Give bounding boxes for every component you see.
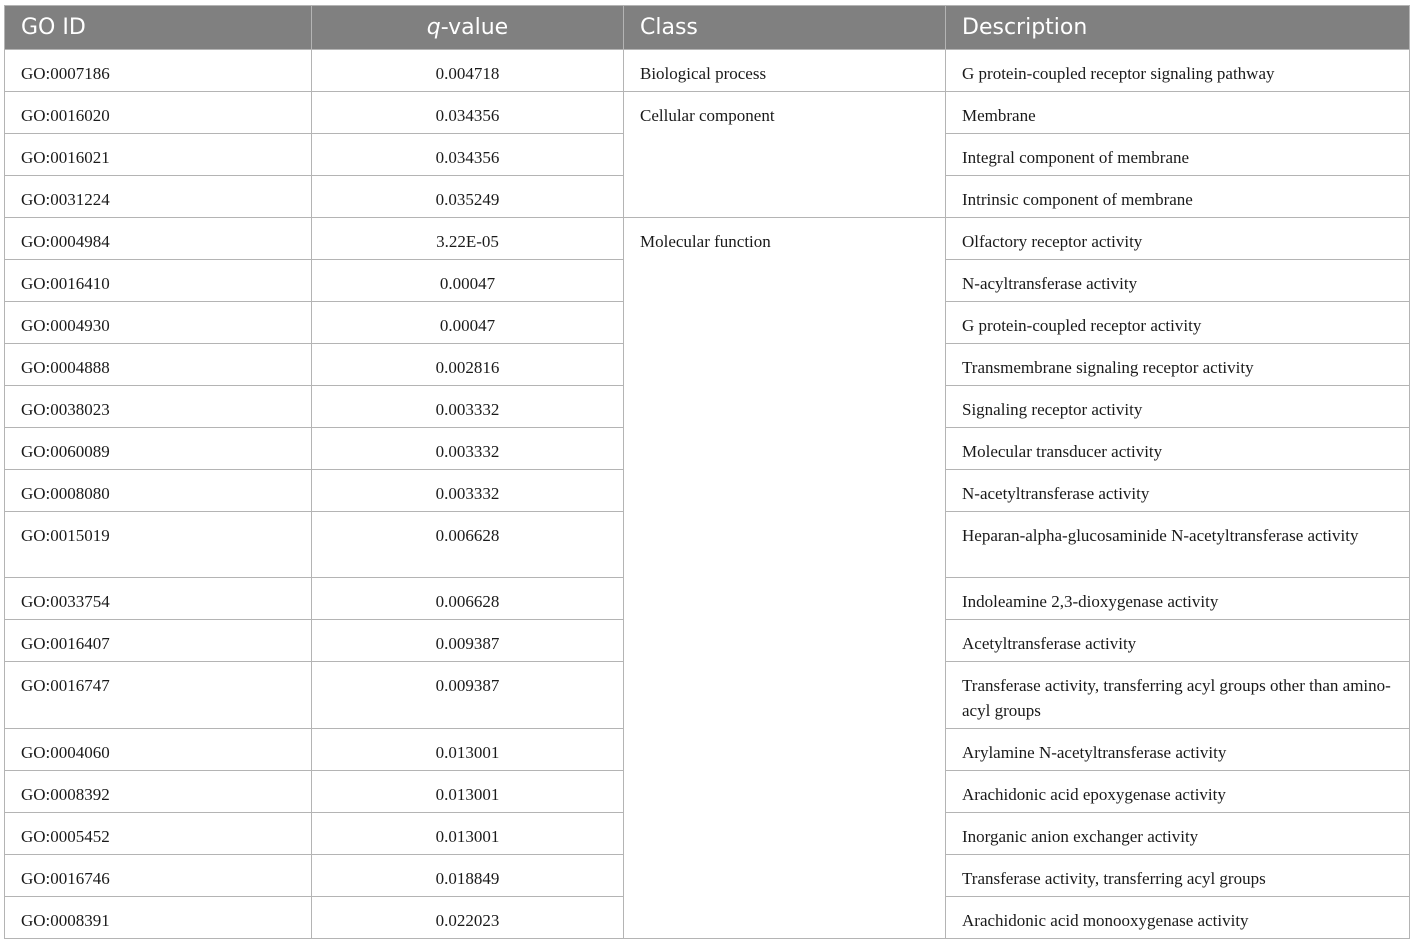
description-cell: Membrane — [946, 92, 1410, 134]
q-value-cell: 3.22E-05 — [312, 218, 624, 260]
go-id-cell: GO:0016021 — [5, 134, 312, 176]
table-row — [5, 50, 1410, 92]
description-cell: Arachidonic acid monooxygenase activity — [946, 897, 1410, 939]
go-id-cell: GO:0008391 — [5, 897, 312, 939]
q-value-cell: 0.00047 — [312, 302, 624, 344]
q-value-cell: 0.002816 — [312, 344, 624, 386]
go-id-cell: GO:0008080 — [5, 470, 312, 512]
description-cell: Acetyltransferase activity — [946, 620, 1410, 662]
q-value-cell: 0.006628 — [312, 512, 624, 578]
go-id-cell: GO:0016746 — [5, 855, 312, 897]
q-value-cell: 0.013001 — [312, 771, 624, 813]
description-cell: Signaling receptor activity — [946, 386, 1410, 428]
description-cell: Transmembrane signaling receptor activity — [946, 344, 1410, 386]
description-cell: Olfactory receptor activity — [946, 218, 1410, 260]
go-id-cell: GO:0033754 — [5, 578, 312, 620]
go-id-cell: GO:0005452 — [5, 813, 312, 855]
description-cell: Integral component of membrane — [946, 134, 1410, 176]
go-id-cell: GO:0038023 — [5, 386, 312, 428]
go-id-cell: GO:0004888 — [5, 344, 312, 386]
go-id-cell: GO:0008392 — [5, 771, 312, 813]
description-cell: N-acyltransferase activity — [946, 260, 1410, 302]
description-cell: Arachidonic acid epoxygenase activity — [946, 771, 1410, 813]
q-value-cell: 0.013001 — [312, 813, 624, 855]
q-value-cell: 0.003332 — [312, 386, 624, 428]
header-q-italic: q — [426, 15, 441, 40]
q-value-cell: 0.035249 — [312, 176, 624, 218]
header-class: Class — [624, 6, 946, 50]
description-cell: Intrinsic component of membrane — [946, 176, 1410, 218]
class-cell-molecular-function: Molecular function — [624, 218, 946, 939]
q-value-cell: 0.013001 — [312, 729, 624, 771]
q-value-cell: 0.009387 — [312, 662, 624, 729]
go-id-cell: GO:0015019 — [5, 512, 312, 578]
description-cell: N-acetyltransferase activity — [946, 470, 1410, 512]
q-value-cell: 0.034356 — [312, 92, 624, 134]
q-value-cell: 0.003332 — [312, 470, 624, 512]
go-id-cell: GO:0004930 — [5, 302, 312, 344]
q-value-cell: 0.00047 — [312, 260, 624, 302]
go-id-cell: GO:0007186 — [5, 50, 312, 92]
description-cell: Transferase activity, transferring acyl groups — [946, 855, 1410, 897]
description-cell: Heparan-alpha-glucosaminide N-acetyltransferase activity — [946, 512, 1410, 578]
go-id-cell: GO:0004984 — [5, 218, 312, 260]
go-id-cell: GO:0031224 — [5, 176, 312, 218]
go-id-cell: GO:0060089 — [5, 428, 312, 470]
description-cell: Molecular transducer activity — [946, 428, 1410, 470]
header-go-id: GO ID — [5, 6, 312, 50]
go-id-cell: GO:0016747 — [5, 662, 312, 729]
description-cell: Arylamine N-acetyltransferase activity — [946, 729, 1410, 771]
header-q-suffix: -value — [440, 15, 509, 40]
q-value-cell: 0.034356 — [312, 134, 624, 176]
header-q-value — [312, 6, 624, 50]
go-id-cell: GO:0004060 — [5, 729, 312, 771]
q-value-cell: 0.018849 — [312, 855, 624, 897]
q-value-cell: 0.009387 — [312, 620, 624, 662]
class-cell-biological-process: Biological process — [624, 50, 946, 92]
q-value-cell: 0.004718 — [312, 50, 624, 92]
go-enrichment-table — [4, 5, 1410, 939]
q-value-cell: 0.006628 — [312, 578, 624, 620]
description-cell: Transferase activity, transferring acyl groups other than amino-acyl groups — [946, 662, 1410, 729]
description-cell: Indoleamine 2,3-dioxygenase activity — [946, 578, 1410, 620]
go-id-cell: GO:0016020 — [5, 92, 312, 134]
q-value-cell: 0.003332 — [312, 428, 624, 470]
header-description: Description — [946, 6, 1410, 50]
class-cell-cellular-component: Cellular component — [624, 92, 946, 218]
go-id-cell: GO:0016410 — [5, 260, 312, 302]
description-cell: G protein-coupled receptor activity — [946, 302, 1410, 344]
go-enrichment-table-container — [4, 5, 1409, 939]
go-id-cell: GO:0016407 — [5, 620, 312, 662]
table-row — [5, 92, 1410, 134]
description-cell: G protein-coupled receptor signaling pathway — [946, 50, 1410, 92]
header-row — [5, 6, 1410, 50]
q-value-cell: 0.022023 — [312, 897, 624, 939]
description-cell: Inorganic anion exchanger activity — [946, 813, 1410, 855]
table-row — [5, 218, 1410, 260]
